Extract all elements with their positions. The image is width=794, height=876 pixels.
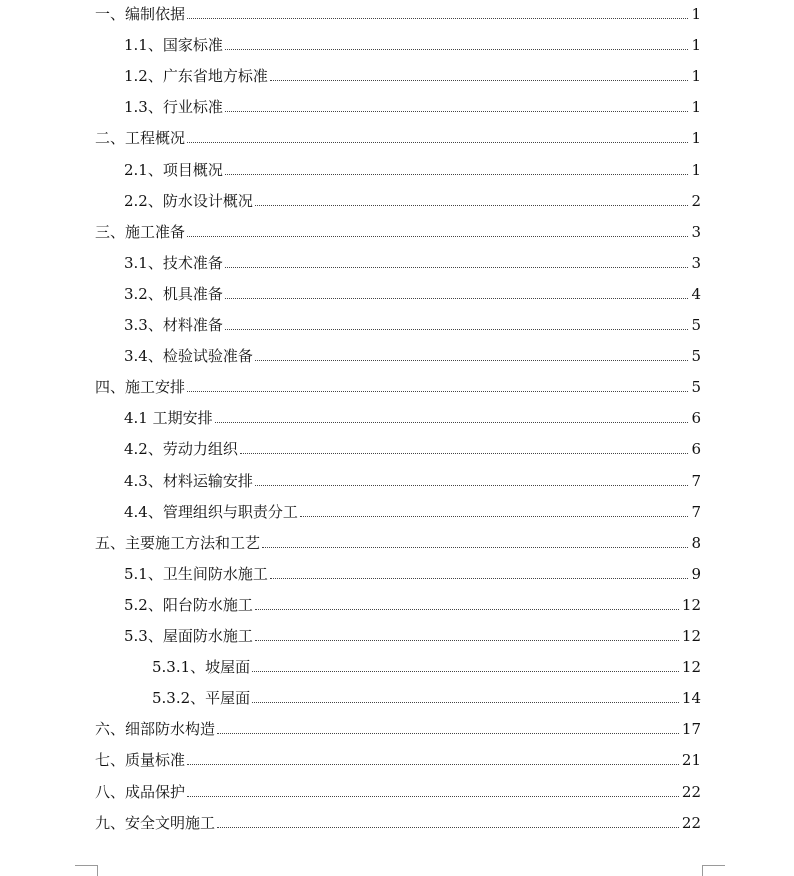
- toc-dot-leader: [225, 49, 689, 50]
- toc-page-number: 5: [691, 347, 701, 366]
- toc-entry[interactable]: [0, 594, 701, 614]
- toc-dot-leader: [262, 547, 688, 548]
- toc-entry[interactable]: [0, 252, 701, 272]
- toc-entry[interactable]: [0, 470, 701, 490]
- toc-page-number: 17: [681, 720, 701, 739]
- toc-page-number: 7: [691, 471, 701, 490]
- page-corner-mark-left: [75, 865, 98, 876]
- toc-entry-label: 5.3.2、平屋面: [152, 689, 251, 708]
- toc-entry[interactable]: [0, 190, 701, 210]
- toc-entry[interactable]: [0, 749, 701, 769]
- toc-dot-leader: [187, 142, 688, 143]
- toc-dot-leader: [270, 578, 689, 579]
- toc-entry-label: 2.1、项目概况: [124, 160, 223, 179]
- toc-entry-label: 二、工程概况: [95, 129, 186, 148]
- toc-entry-label: 八、成品保护: [95, 782, 186, 801]
- toc-page-number: 3: [691, 222, 701, 241]
- toc-page-number: 8: [691, 533, 701, 552]
- toc-dot-leader: [225, 298, 689, 299]
- toc-dot-leader: [300, 516, 689, 517]
- toc-entry[interactable]: [0, 34, 701, 54]
- toc-dot-leader: [225, 267, 689, 268]
- toc-entry[interactable]: [0, 345, 701, 365]
- toc-entry-label: 3.1、技术准备: [124, 253, 223, 272]
- toc-entry-label: 三、施工准备: [95, 222, 186, 241]
- toc-dot-leader: [217, 827, 679, 828]
- toc-entry[interactable]: [0, 781, 701, 801]
- toc-page-number: 6: [691, 409, 701, 428]
- toc-dot-leader: [225, 111, 689, 112]
- toc-entry-label: 七、质量标准: [95, 751, 186, 770]
- toc-page-number: 2: [691, 191, 701, 210]
- toc-dot-leader: [215, 422, 689, 423]
- toc-entry[interactable]: [0, 221, 701, 241]
- toc-page-number: 22: [681, 813, 701, 832]
- toc-dot-leader: [255, 205, 689, 206]
- toc-entry-label: 3.2、机具准备: [124, 284, 223, 303]
- toc-entry[interactable]: [0, 96, 701, 116]
- toc-page-number: 22: [681, 782, 701, 801]
- toc-entry-label: 四、施工安排: [95, 378, 186, 397]
- toc-dot-leader: [187, 764, 679, 765]
- toc-entry[interactable]: [0, 501, 701, 521]
- toc-page-number: 12: [681, 595, 701, 614]
- toc-dot-leader: [187, 796, 679, 797]
- toc-entry-label: 一、编制依据: [95, 5, 186, 23]
- toc-entry[interactable]: [0, 718, 701, 738]
- toc-dot-leader: [217, 733, 679, 734]
- toc-entry[interactable]: [0, 532, 701, 552]
- toc-dot-leader: [225, 329, 689, 330]
- toc-page-number: 21: [681, 751, 701, 770]
- toc-page-number: 5: [691, 316, 701, 334]
- toc-entry[interactable]: [0, 376, 701, 396]
- toc-entry[interactable]: [0, 438, 701, 458]
- toc-dot-leader: [187, 18, 688, 19]
- toc-entry[interactable]: [0, 65, 701, 85]
- toc-dot-leader: [252, 671, 679, 672]
- toc-page-number: 12: [681, 658, 701, 677]
- toc-dot-leader: [255, 360, 689, 361]
- toc-entry-label: 3.4、检验试验准备: [124, 347, 253, 366]
- toc-page-number: 1: [691, 5, 701, 23]
- toc-entry-label: 1.1、国家标准: [124, 36, 223, 55]
- toc-dot-leader: [270, 80, 689, 81]
- toc-entry-label: 4.2、劳动力组织: [124, 440, 238, 459]
- toc-entry-label: 2.2、防水设计概况: [124, 191, 253, 210]
- toc-entry[interactable]: [0, 625, 701, 645]
- toc-entry-label: 1.2、广东省地方标准: [124, 67, 268, 86]
- toc-page-number: 5: [691, 378, 701, 397]
- toc-entry-label: 4.3、材料运输安排: [124, 471, 253, 490]
- toc-page-number: 1: [691, 129, 701, 148]
- toc-entry-label: 五、主要施工方法和工艺: [95, 533, 261, 552]
- toc-entry[interactable]: [0, 687, 701, 707]
- toc-page-number: 3: [691, 253, 701, 272]
- toc-dot-leader: [255, 485, 689, 486]
- toc-entry-label: 5.2、阳台防水施工: [124, 595, 253, 614]
- toc-entry-label: 九、安全文明施工: [95, 813, 216, 832]
- toc-entry[interactable]: [0, 563, 701, 583]
- toc-entry[interactable]: [0, 159, 701, 179]
- toc-dot-leader: [252, 702, 679, 703]
- toc-page-number: 9: [691, 564, 701, 583]
- toc-dot-leader: [240, 453, 689, 454]
- toc-entry-label: 3.3、材料准备: [124, 316, 223, 334]
- toc-page-number: 12: [681, 627, 701, 645]
- toc-entry-label: 5.3.1、坡屋面: [152, 658, 251, 677]
- toc-entry-label: 六、细部防水构造: [95, 720, 216, 739]
- toc-dot-leader: [187, 391, 688, 392]
- toc-page-number: 14: [681, 689, 701, 708]
- page-corner-mark-right: [702, 865, 725, 876]
- toc-entry[interactable]: [0, 656, 701, 676]
- toc-entry[interactable]: [0, 314, 701, 334]
- toc-page-number: 4: [691, 284, 701, 303]
- toc-entry-label: 5.1、卫生间防水施工: [124, 564, 268, 583]
- toc-entry[interactable]: [0, 127, 701, 147]
- toc-entry-label: 4.1 工期安排: [124, 409, 213, 428]
- toc-entry[interactable]: [0, 407, 701, 427]
- toc-entry[interactable]: [0, 283, 701, 303]
- toc-entry-label: 1.3、行业标准: [124, 98, 223, 117]
- toc-page-number: 1: [691, 160, 701, 179]
- toc-entry[interactable]: [0, 3, 701, 23]
- toc-page-number: 7: [691, 502, 701, 521]
- toc-page-number: 1: [691, 67, 701, 86]
- toc-entry[interactable]: [0, 812, 701, 832]
- toc-dot-leader: [255, 609, 679, 610]
- toc-entry-label: 4.4、管理组织与职责分工: [124, 502, 298, 521]
- toc-dot-leader: [255, 640, 679, 641]
- toc-page-number: 6: [691, 440, 701, 459]
- toc-page-number: 1: [691, 98, 701, 117]
- toc-dot-leader: [225, 174, 689, 175]
- toc-page-number: 1: [691, 36, 701, 55]
- toc-dot-leader: [187, 236, 688, 237]
- toc-entry-label: 5.3、屋面防水施工: [124, 627, 253, 645]
